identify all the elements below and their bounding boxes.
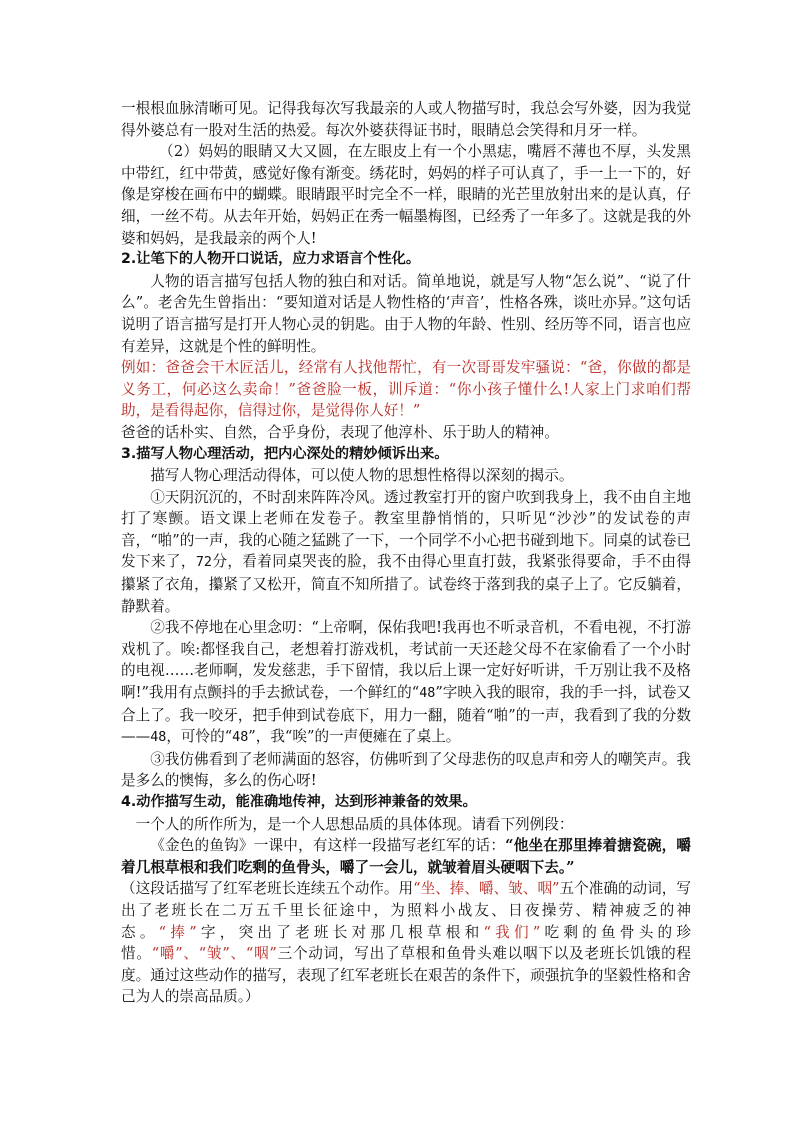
paragraph-dad-comment: 爸爸的话朴实、自然，合乎身份，表现了他淳朴、乐于助人的精神。 [121,423,559,441]
example-2-text-d: ”，我“唉”的一声便瘫在了桌上。 [248,728,461,746]
example-2-text-a: ②我不停地在心里念叨：“上帝啊，保佑我吧!我再也不听录音机，不看电视，不打游戏机了。唉:都怪我自己，老想着打游戏机，考试前一天还趁父母不在家偷看了一个小时的电视……老师啊，发发慈悲，手下留情，我以后上课一定好好听讲，千万别让我不及格啊!”我用有点颤抖的手去掀试卷，一个鲜红的“ [121,619,691,702]
paragraph-analysis [121,878,691,1008]
analysis-verb-peng: “捧” [158,923,197,941]
golden-hook-quote: “他坐在那里捧着搪瓷碗，嚼着几根草根和我们吃剩的鱼骨头，嚼了一会儿，就皱着眉头硬咽下去。” [121,837,691,876]
paragraph-language-description: 人物的语言描写包括人物的独白和对话。简单地说，就是写人物“怎么说”、“说了什么”。老舍先生曾指出：“要知道对话是人物性格的‘声音’，性格各殊，谈吐亦异。”这句话说明了语言描写是打开人物心灵的钥匙。由于人物的年龄、性别、经历等不同，语言也应有差异，这就是个性的鲜明性。 [121,272,691,355]
golden-hook-intro: 《金色的鱼钩》一课中，有这样一段描写老红军的话： [150,837,506,855]
paragraph-example-2 [121,617,691,749]
section-heading-4: 4.动作描写生动，能准确地传神，达到形神兼备的效果。 [121,794,477,810]
example-1-text-b: 分，看着同桌哭丧的脸，我不由得心里直打鼓，我紧张得要命，手不由得攥紧了衣角，攥紧了又松开，简直不知所措了。试卷终于落到我的桌子上了。它反躺着，静默着。 [121,553,691,615]
example-2-score-2: 48 [150,730,167,746]
example-1-text-a: ①天阴沉沉的，不时刮来阵阵冷风。透过教室打开的窗户吹到我身上，我不由自主地打了寒颤。语文课上老师在发卷子。教室里静悄悄的，只听见“沙沙”的发试卷的声音，“啪”的一声，我的心随之猛跳了一下，一个同学不小心把书碰到地下。同桌的试卷已发下来了， [121,488,691,571]
example-2-text-b: ”字映入我的眼帘，我的手一抖，试卷又合上了。我一咬牙，把手伸到试卷底下，用力一翻，随着“啪”的一声，我看到了我的分数—— [121,684,691,746]
example-2-text-c: ，可怜的“ [166,728,233,746]
section-heading-2: 2.让笔下的人物开口说话，应力求语言个性化。 [121,251,421,268]
analysis-g: 吃剩的鱼骨头的珍惜。 [121,923,691,963]
analysis-women: “我们” [483,923,541,941]
paragraph-action-intro: 一个人的所作所为，是一个人思想品质的具体体现。请看下列例段： [135,815,574,833]
analysis-i: 三个动词，写出了草根和鱼骨头难以咽下以及老班长饥饿的程度。通过这些动作的描写，表现了红军老班长在艰苦的条件下，顽强抗争的坚毅性格和舍己为人的崇高品质。） [121,945,691,1006]
analysis-e: 字，突出了老班长对那几根草根和 [196,923,484,941]
paragraph-example-1 [121,487,691,618]
paragraph-psychology-intro: 描写人物心理活动得体，可以使人物的思想性格得以深刻的揭示。 [150,467,574,485]
example-2-score-1: 48 [419,686,436,702]
section-heading-3: 3.描写人物心理活动，把内心深处的精妙倾诉出来。 [121,445,449,462]
paragraph-example-3: ③我仿佛看到了老师满面的怒容，仿佛听到了父母悲伤的叹息声和旁人的嘲笑声。我是多么的懊悔，多么的伤心呀! [121,750,691,790]
paragraph-grandma-end: 一根根血脉清晰可见。记得我每次写我最亲的人或人物描写时，我总会写外婆，因为我觉得外婆总有一股对生活的热爱。每次外婆获得证书时，眼睛总会笑得和月牙一样。 [121,100,691,139]
example-1-score: 72 [195,555,212,571]
analysis-a: （这段话描写了红军老班长连续五个动作。用 [121,880,414,898]
example-2-score-3: 48 [232,730,249,746]
paragraph-example-dad: 例如：爸爸会干木匠活儿，经常有人找他帮忙，有一次哥哥发牢骚说：“爸，你做的都是义务工，何必这么卖命！”爸爸脸一板，训斥道：“你小孩子懂什么!人家上门求咱们帮助，是看得起你，信得过你，是觉得你人好！” [121,359,691,420]
document-page [121,98,691,1008]
paragraph-golden-hook [121,835,691,878]
analysis-verbs-three: “嚼”、“皱”、“咽” [151,945,277,963]
paragraph-mother: （2）妈妈的眼睛又大又圆，在左眼皮上有一个小黑痣，嘴唇不薄也不厚，头发黑中带红，红中带黄，感觉好像有渐变。绣花时，妈妈的样子可认真了，手一上一下的，好像是穿梭在画布中的蝴蝶。眼睛跟平时完全不一样，眼睛的光芒里放射出来的是认真，仔细，一丝不苟。从去年开始，妈妈正在秀一幅墨梅图，已经秀了一年多了。这就是我的外婆和妈妈，是我最亲的两个人! [121,143,691,247]
analysis-c: 五个准确的动词，写出了老班长在二万五千里长征途中，为照料小战友、日夜操劳、精神疲乏的神态。 [121,880,691,941]
analysis-verbs-five: “坐、捧、嚼、皱、咽” [413,880,560,898]
